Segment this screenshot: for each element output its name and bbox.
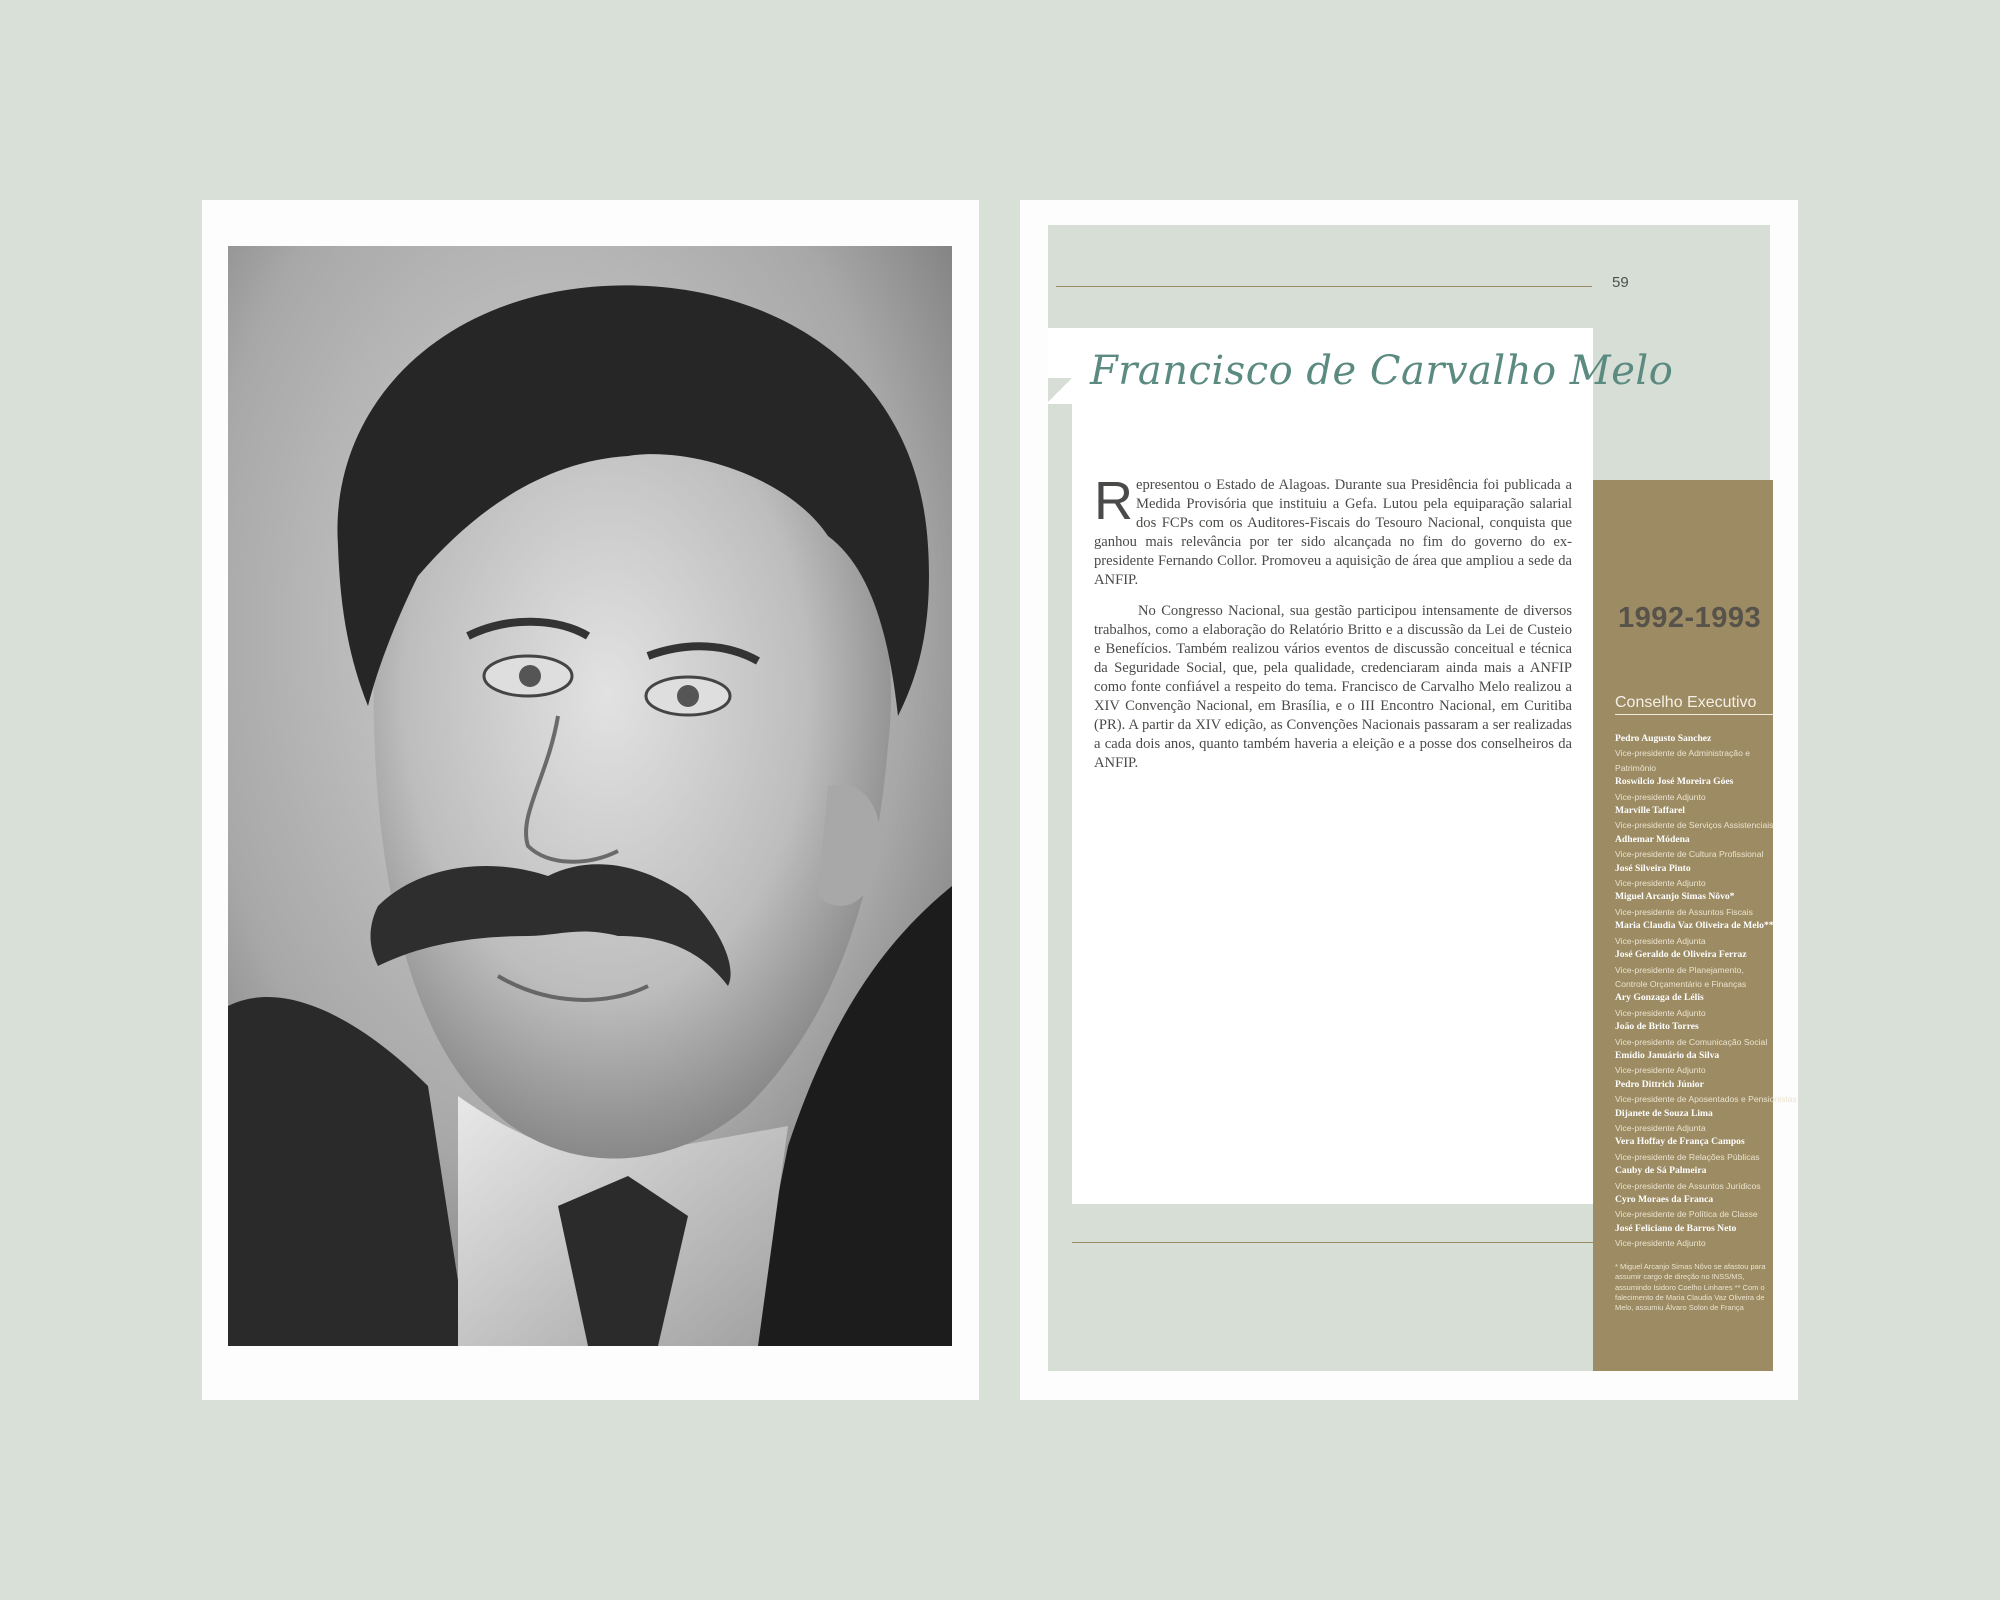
member-name: Cauby de Sá Palmeira <box>1615 1165 1707 1177</box>
paragraph-1-text: epresentou o Estado de Alagoas. Durante sua Presidência foi publicada a Medida Provisória que instituiu a Gefa. Lutou pela equiparação salarial dos FCPs com os Auditores-Fiscais do Tesouro Nacional, conquista que ganhou mais relevância por ter sido alcançada no fim do governo do ex-presidente Fernando Collor. Promoveu a aquisição de área que ampliou a sede da ANFIP. <box>1094 477 1572 588</box>
title-tab-notch <box>1048 378 1072 402</box>
paragraph-1 <box>1094 471 1572 590</box>
member-name: Vera Hoffay de França Campos <box>1615 1136 1745 1148</box>
member-role: Vice-presidente de Planejamento, <box>1615 964 1744 975</box>
term-years: 1992-1993 <box>1618 602 1762 634</box>
member-name: José Geraldo de Oliveira Ferraz <box>1615 949 1747 961</box>
member-name: José Feliciano de Barros Neto <box>1615 1222 1737 1234</box>
member-name: José Silveira Pinto <box>1615 862 1691 874</box>
member-role: Vice-presidente de Cultura Profissional <box>1615 849 1764 860</box>
member-role: Vice-presidente de Administração e <box>1615 748 1751 759</box>
member-name: Maria Claudia Vaz Oliveira de Melo** <box>1615 920 1774 932</box>
member-role: Vice-presidente Adjunto <box>1615 1238 1706 1249</box>
member-name: Emídio Januário da Silva <box>1615 1049 1720 1061</box>
left-page <box>202 200 979 1400</box>
member-name: Cyro Moraes da Franca <box>1615 1194 1714 1205</box>
member-name: Pedro Augusto Sanchez <box>1615 733 1712 744</box>
member-name: Adhemar Módena <box>1615 833 1690 845</box>
member-name: Dijanete de Souza Lima <box>1615 1107 1713 1119</box>
member-role: Vice-presidente de Relações Públicas <box>1615 1151 1760 1162</box>
drop-cap: R <box>1094 471 1133 531</box>
member-name: João de Brito Torres <box>1615 1021 1699 1033</box>
member-role: Patrimônio <box>1615 762 1657 773</box>
member-role: Vice-presidente de Assuntos Fiscais <box>1615 906 1753 917</box>
paragraph-2: No Congresso Nacional, sua gestão participou intensamente de diversos trabalhos, como a elaboração do Relatório Britto e a discussão da Lei de Custeio e Benefícios. Também realizou vários eventos de discussão conceitual e técnica da Seguridade Social, que, pela qualidade, credenciaram ainda mais a ANFIP como fonte confiável a respeito do tema. Francisco de Carvalho Melo realizou a XIV Convenção Nacional, em Brasília, e o III Encontro Nacional, em Curitiba (PR). A partir da XIV edição, as Convenções Nacionais passaram a ser realizadas a cada dois anos, quanto também haveria a eleição e a posse dos conselheiros da ANFIP. <box>1094 603 1572 771</box>
member-role: Vice-presidente Adjunto <box>1615 878 1706 889</box>
council-heading: Conselho Executivo <box>1615 694 1773 715</box>
page-number: 59 <box>1612 274 1629 291</box>
member-role: Vice-presidente Adjunto <box>1615 1007 1706 1018</box>
member-role: Vice-presidente de Aposentados e Pensionistas <box>1615 1094 1797 1105</box>
member-name: Roswílcio José Moreira Góes <box>1615 776 1734 788</box>
page-title: Francisco de Carvalho Melo <box>1090 348 1674 394</box>
member-role: Vice-presidente Adjunta <box>1615 935 1706 946</box>
member-list <box>1615 732 1797 1251</box>
member-role: Vice-presidente Adjunto <box>1615 791 1706 802</box>
sidebar <box>1593 480 1797 1371</box>
member-role: Vice-presidente de Política de Classe <box>1615 1209 1758 1220</box>
member-role: Controle Orçamentário e Finanças <box>1615 978 1747 989</box>
right-page <box>1020 200 1798 1400</box>
member-name: Ary Gonzaga de Lélis <box>1615 992 1704 1004</box>
member-role: Vice-presidente de Assuntos Jurídicos <box>1615 1180 1761 1191</box>
member-name: Miguel Arcanjo Simas Nôvo* <box>1615 891 1735 903</box>
footer-rule <box>1072 1242 1593 1243</box>
article-body <box>1094 471 1572 785</box>
member-role: Vice-presidente Adjunta <box>1615 1122 1706 1133</box>
member-role: Vice-presidente Adjunto <box>1615 1065 1706 1076</box>
portrait-image <box>228 246 952 1346</box>
member-name: Pedro Dittrich Júnior <box>1615 1078 1704 1090</box>
footnote: * Miguel Arcanjo Simas Nôvo se afastou para assumir cargo de direção no INSS/MS, assumindo Isidoro Coelho Linhares ** Com o falecimento de Maria Claudia Vaz Oliveira de Melo, assumiu Álvaro Solon de França <box>1615 1262 1766 1313</box>
header-rule <box>1056 286 1592 287</box>
member-role: Vice-presidente de Comunicação Social <box>1615 1036 1768 1047</box>
member-role: Vice-presidente de Serviços Assistenciais <box>1615 820 1774 831</box>
member-name: Marville Taffarel <box>1615 805 1685 817</box>
